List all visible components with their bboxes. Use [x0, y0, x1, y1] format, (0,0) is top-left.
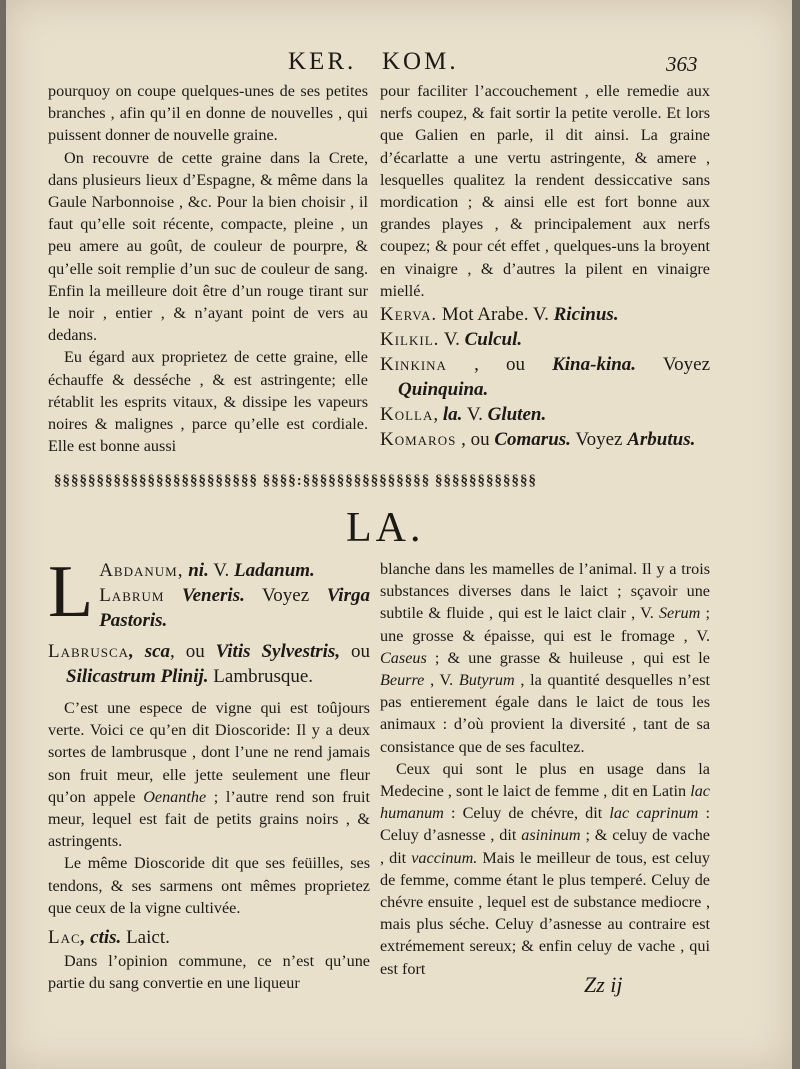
- text-run: ; l’autre rend son fruit meur, lequel est fait de petits grains noirs , & astringents.: [48, 787, 370, 851]
- cross-reference: Ricinus.: [553, 304, 619, 326]
- entry-kinkina: [380, 352, 710, 402]
- entry-text: , ou: [456, 429, 495, 451]
- latin-term: lac caprinum: [609, 804, 699, 823]
- headword: Kinkina: [380, 354, 447, 376]
- latin-term: Veneris.: [164, 585, 245, 606]
- paragraph: pourquoy on coupe quelques-unes de ses petites branches , afin qu’il en donne de nouvelles , qui puissent donner de nouvelle graine.: [48, 82, 368, 145]
- running-head-left: KER.: [288, 48, 357, 75]
- headword: Kilkil.: [380, 329, 440, 351]
- entry-text: V.: [439, 329, 465, 351]
- latin-term: Butyrum: [458, 671, 515, 690]
- entry-kerva: [380, 302, 710, 327]
- drop-cap: L: [48, 551, 94, 633]
- cross-reference: Arbutus.: [627, 429, 696, 451]
- paragraph: Dans l’opinion commune, ce n’est qu’une partie du sang convertie en une liqueur: [48, 952, 370, 993]
- headword: Kerva.: [380, 304, 438, 326]
- entry-text: Voyez: [244, 585, 327, 606]
- alternate-form: Silicastrum Plinij.: [66, 666, 209, 687]
- grammar-note: la.: [442, 404, 463, 426]
- text-run: blanche dans les mamelles de l’animal. Il y a trois substances diverses dans le laict ; sçavoir une subtile & fluide , qui est le laict clair , V.: [380, 560, 710, 623]
- entry-labdanum: [48, 551, 370, 633]
- entry-text: Laict.: [121, 927, 170, 949]
- latin-term: Serum: [658, 604, 701, 623]
- latin-term: Oenanthe: [143, 787, 207, 806]
- paragraph: Le même Dioscoride dit que ses feüilles, ses tendons, & ses sarmens ont mêmes proprietez que ceux de la vigne cultivée.: [48, 854, 370, 917]
- alternate-form: Vitis Sylvestris,: [215, 641, 341, 662]
- headword: Lac: [48, 927, 81, 949]
- text-run: : Celuy d’asnesse , dit: [380, 804, 710, 845]
- latin-term: asininum: [521, 826, 581, 845]
- cross-reference: Ladanum.: [234, 560, 315, 581]
- entry-text: , ou: [170, 641, 216, 662]
- running-head-right: KOM.: [382, 48, 459, 75]
- text-run: ; & celuy de vache , dit: [380, 826, 710, 867]
- paragraph: pour faciliter l’accouchement , elle remedie aux nerfs coupez, & fait sortir la petite verolle. Et lors que Galien en parle, il dit ainsi. La graine d’écarlatte a une vertu astringente, & amere , lesquelles qualitez la rendent dessiccative sans mordication ; & ainsi elle est fort bonne aux grandes playes , & principalement aux nerfs coupez; & pour cét effet , quelques-uns la broyent en vinaigre , & d’autres la pilent en vinaigre miellé.: [380, 82, 710, 300]
- text-run: C’est une espece de vigne qui est toûjours verte. Voici ce qu’en dit Dioscoride: Il y a deux sortes de lambrusque , dont l’une ne rend jamais son fruit meur, elle jette seulement une fleur qu’on appele: [48, 699, 370, 806]
- entry-text: Mot Arabe. V.: [437, 304, 554, 326]
- book-page: [6, 0, 792, 1069]
- cross-reference: Culcul.: [464, 329, 523, 351]
- latin-term: Caseus: [380, 648, 427, 667]
- text-run: , la quantité desquelles n’est pas entierement égale dans le laict de tous les animaux : d’où provient la diversité , tant de sa consistance que de ses facultez.: [380, 671, 710, 756]
- entry-labrusca: [48, 639, 370, 689]
- entry-lac: [48, 925, 370, 950]
- text-run: ; une grosse & épaisse, qui est le fromage , V.: [380, 604, 710, 645]
- text-run: Ceux qui sont le plus en usage dans la Medecine , sont le laict de femme , dit en Latin: [380, 759, 710, 801]
- entry-text: ,: [433, 404, 443, 426]
- column-bottom-right: [380, 558, 710, 980]
- text-run: : Celuy de chévre, dit: [443, 804, 610, 823]
- paragraph: [380, 758, 710, 980]
- entry-text: ou: [340, 641, 371, 662]
- ornamental-divider: §§§§§§§§§§§§§§§§§§§§§§§§ §§§§:§§§§§§§§§§§§§§§ §§§§§§§§§§§§: [54, 473, 537, 489]
- cross-reference: Gluten.: [487, 404, 547, 426]
- text-run: ; & une grasse & huileuse , qui est le: [426, 648, 710, 667]
- alternate-form: Kina-kina.: [552, 354, 637, 376]
- entry-text: Voyez: [636, 354, 710, 376]
- headword: Labrusca: [48, 641, 130, 662]
- entry-text: V.: [462, 404, 488, 426]
- paragraph: Eu égard aux proprietez de cette graine, elle échauffe & desséche , & est astringente; elle rétablit les esprits vitaux, & dissipe les vapeurs noires & malignes , parce qu’elle est cordiale. Elle est bonne aussi: [48, 348, 368, 456]
- headword: Abdanum,: [99, 560, 184, 581]
- paragraph: [48, 697, 370, 852]
- headword: Komaros: [380, 429, 457, 451]
- entry-text: V.: [208, 560, 235, 581]
- entry-kilkil: [380, 327, 710, 352]
- entry-kolla: [380, 402, 710, 427]
- headword: Kolla: [380, 404, 434, 426]
- grammar-note: ni.: [183, 560, 209, 581]
- text-run: Mais le meilleur de tous, est celuy de femme, comme étant le plus temperé. Celuy de chévre ensuite , lequel est de substance mediocre , mais plus séche. Celuy d’asnesse au contraire est extrémement sereux; & enfin celuy de vache , qui est fort: [380, 848, 710, 978]
- signature-mark: Zz ij: [584, 972, 623, 997]
- entry-text: , ou: [446, 354, 553, 376]
- running-head: [6, 48, 792, 82]
- cross-reference: Virga Pastoris.: [99, 585, 370, 631]
- entry-text: Voyez: [570, 429, 628, 451]
- latin-term: lac humanum: [380, 782, 710, 823]
- latin-term: vaccinum.: [411, 848, 478, 867]
- page-number: 363: [666, 52, 698, 76]
- entry-komaros: [380, 427, 710, 452]
- column-bottom-left: [48, 551, 371, 994]
- section-title: LA.: [346, 505, 425, 551]
- grammar-note: , ctis.: [80, 927, 122, 949]
- text-run: , V.: [424, 671, 459, 690]
- column-top-left: [48, 80, 368, 457]
- alternate-form: Comarus.: [494, 429, 571, 451]
- headword: Labrum: [99, 585, 165, 606]
- paragraph: [380, 558, 710, 758]
- term: Beurre: [380, 671, 425, 690]
- paragraph: On recouvre de cette graine dans la Crete, dans plusieurs lieux d’Espagne, & même dans la Gaule Narbonnoise , &c. Pour la bien choisir , il faut qu’elle soit récente, compacte, pleine , un peu amere au goût, de couleur de pourpre, & qu’elle soit remplie d’un suc de couleur de sang. Enfin la meilleure doit être d’un rouge tirant sur le noir , entier , & n’ayant point de vers au dedans.: [48, 148, 368, 345]
- entry-text: Lambrusque.: [208, 666, 314, 687]
- grammar-note: , sca: [129, 641, 171, 662]
- cross-reference: Quinquina.: [398, 379, 489, 401]
- column-top-right: [380, 80, 710, 452]
